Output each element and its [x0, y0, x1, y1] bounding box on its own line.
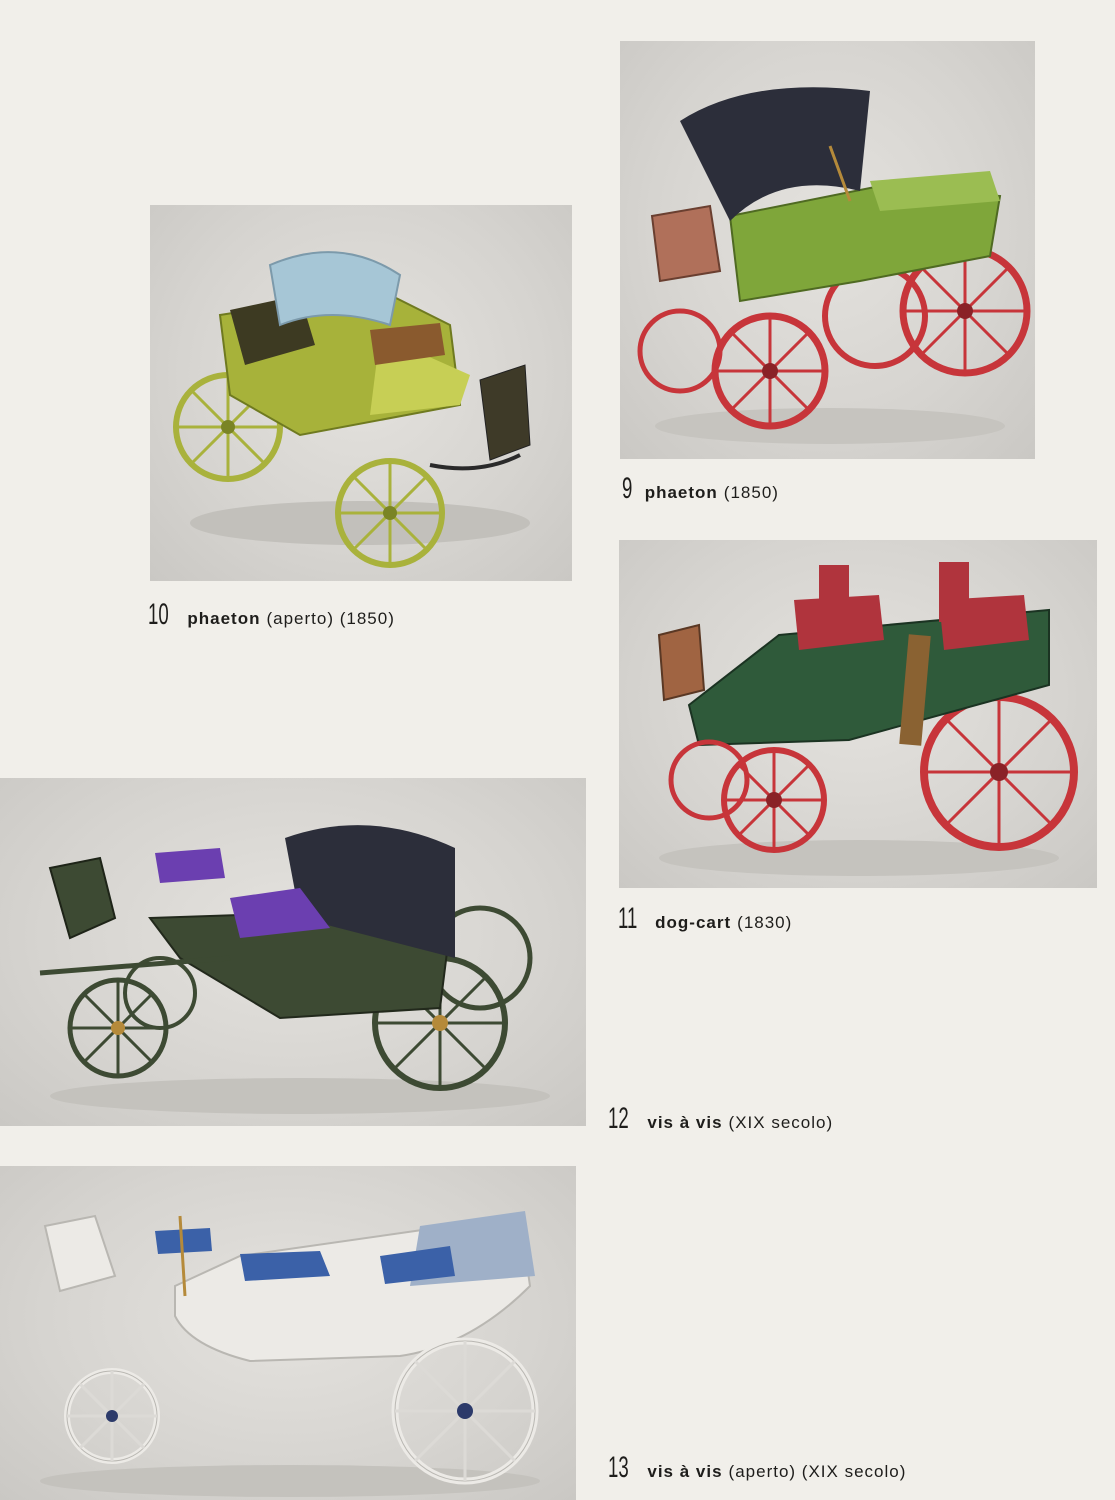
photo-phaeton-open — [150, 205, 572, 581]
carriage-dog-cart-illustration — [619, 540, 1097, 888]
caption-number: 10 — [148, 598, 169, 631]
caption-name: dog-cart — [655, 913, 732, 932]
caption-note: (aperto) (XIX secolo) — [728, 1462, 907, 1481]
carriage-vis-a-vis-open-illustration — [0, 1166, 576, 1500]
caption-12 — [608, 1104, 833, 1138]
carriage-phaeton-open-illustration — [150, 205, 572, 581]
caption-9 — [622, 474, 779, 508]
caption-11 — [618, 904, 792, 938]
photo-dog-cart — [619, 540, 1097, 888]
caption-name: phaeton — [644, 483, 718, 502]
caption-note: (XIX secolo) — [728, 1113, 834, 1132]
caption-number: 12 — [608, 1102, 629, 1135]
carriage-phaeton-illustration — [620, 41, 1035, 459]
photo-phaeton — [620, 41, 1035, 459]
caption-number: 13 — [608, 1451, 629, 1484]
carriage-vis-a-vis-illustration — [0, 778, 586, 1126]
caption-note: (1830) — [737, 913, 793, 932]
photo-vis-a-vis — [0, 778, 586, 1126]
caption-name: vis à vis — [647, 1462, 723, 1481]
caption-note: (1850) — [723, 483, 779, 502]
caption-note: (aperto) (1850) — [266, 609, 395, 628]
caption-13 — [608, 1453, 906, 1487]
caption-name: phaeton — [187, 609, 261, 628]
caption-name: vis à vis — [647, 1113, 723, 1132]
caption-number: 11 — [618, 902, 638, 935]
caption-10 — [148, 600, 395, 634]
caption-number: 9 — [622, 472, 633, 505]
photo-vis-a-vis-open — [0, 1166, 576, 1500]
